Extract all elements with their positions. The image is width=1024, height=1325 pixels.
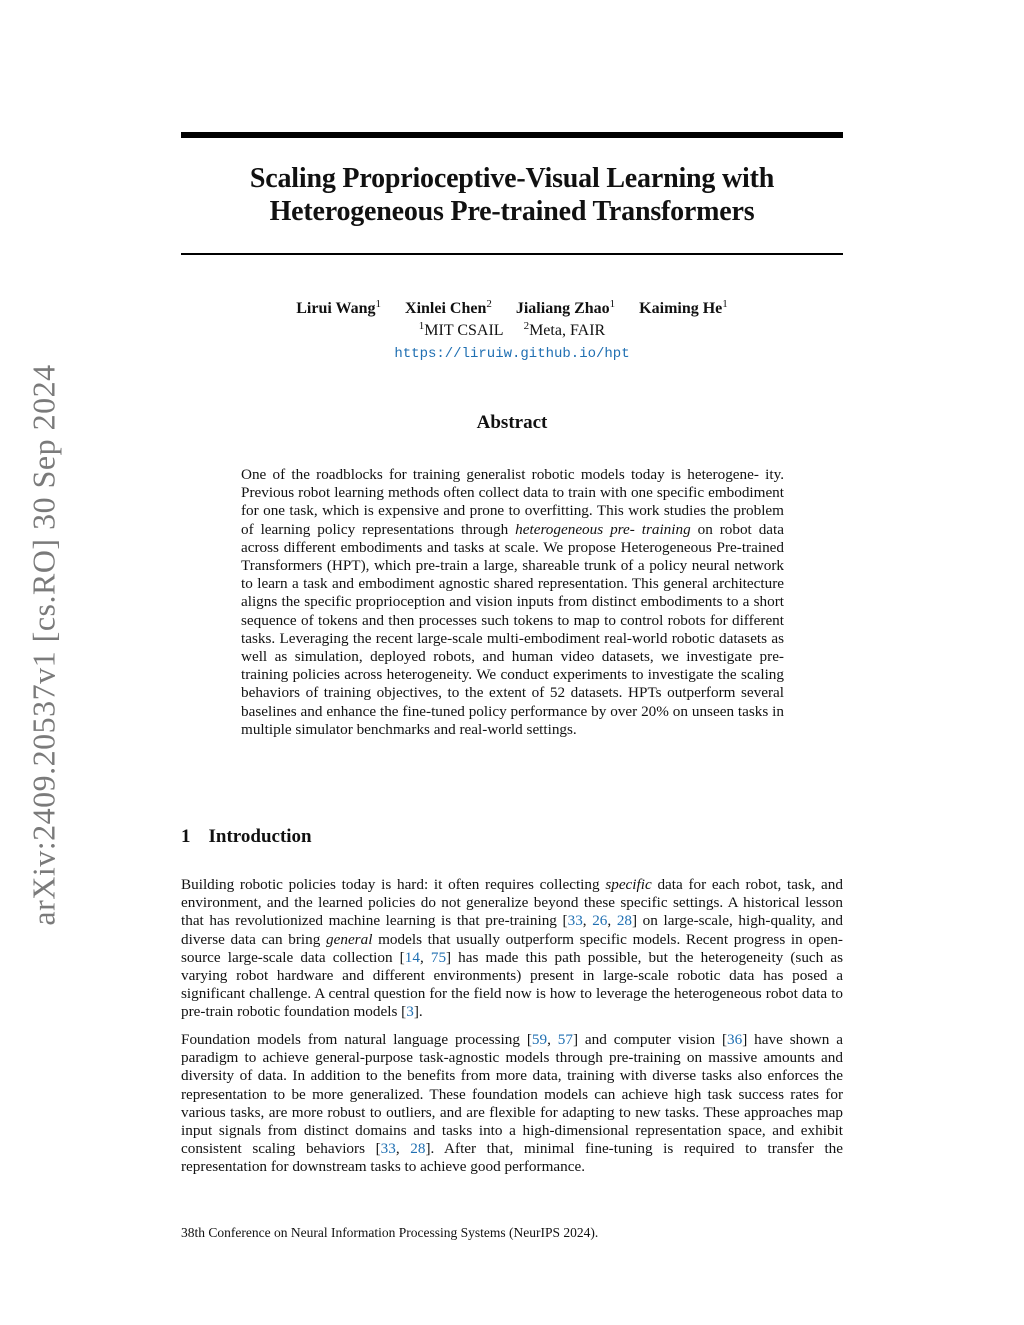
author-zhao: Jialiang Zhao$^1$: [515, 298, 616, 317]
introduction-paragraph-1: Building robotic policies today is hard: it often requires collecting specific data for each robot, task, and environment, and the learned policies do not generalize beyond these specific settings. A historical lesson that has revolutionized machine learning is that pre-training [33, 26, 28] on large-scale, high-quality, and diverse data can bring general models that usually outperform specific models. Recent progress in open-source large-scale data collection [14, 75] has made this path possible, but the heterogeneity (such as varying robot hardware and different environments) present in large-scale robotic data has posed a significant challenge. A central question for the field now is how to leverage the heterogeneous robot data to pre-train robotic foundation models [3].: [181, 876, 844, 1021]
citation-link[interactable]: 75: [430, 948, 447, 966]
author-he: Kaiming He$^1$: [639, 298, 728, 317]
title-bottom-rule: [181, 253, 843, 255]
citation-link[interactable]: 28: [616, 912, 632, 930]
conference-footnote: 38th Conference on Neural Information Processing Systems (NeurIPS 2024).: [181, 1225, 599, 1240]
citation-link[interactable]: 28: [410, 1140, 426, 1158]
affiliation-meta: $^2$Meta, FAIR: [523, 320, 606, 339]
abstract-text: One of the roadblocks for training generalist robotic models today is heterogene- ity. Previous robot learning methods often collect data to train with one specific embodiment for one task, which is expensive and prone to overfitting. This work studies the problem of learning policy representations through heterogeneous pre- training on robot data across different embodiments and tasks at scale. We propose Heterogeneous Pre-trained Transformers (HPT), which pre-train a large, shareable trunk of a policy neural network to learn a task and embodiment agnostic shared representation. This general architecture aligns the specific proprioception and vision inputs from distinct embodiments to a short sequence of tokens and then processes such tokens to map to control robots for different tasks. Leveraging the recent large-scale multi-embodiment real-world robotic datasets as well as simulation, deployed robots, and human video datasets, we investigate pre-training policies across heterogeneity. We conduct experiments to investigate the scaling behaviors of training objectives, to the extent of 52 datasets. HPTs outperform several baselines and enhance the fine-tuned policy performance by over 20% on unseen tasks in multiple simulator benchmarks and real-world settings.: [241, 466, 784, 738]
author-chen: Xinlei Chen$^2$: [405, 298, 492, 317]
citation-link[interactable]: 33: [567, 912, 583, 930]
section-heading-introduction: [181, 826, 312, 848]
title-top-rule: [181, 132, 843, 138]
citation-link[interactable]: 3: [406, 1003, 414, 1021]
affiliation-list: [181, 320, 843, 342]
paper-title: [181, 162, 843, 228]
title-line-1: Scaling Proprioceptive-Visual Learning with: [249, 163, 775, 194]
author-list: [181, 298, 843, 320]
project-url-link[interactable]: https://liruiw.github.io/hpt: [394, 346, 630, 362]
title-line-2: Heterogeneous Pre-trained Transformers: [269, 196, 755, 227]
arxiv-identifier-watermark: arXiv:2409.20537v1 [cs.RO] 30 Sep 2024: [25, 364, 62, 926]
section-title: Introduction: [208, 826, 312, 847]
abstract-heading: Abstract: [476, 412, 548, 433]
citation-link[interactable]: 33: [380, 1140, 396, 1158]
citation-link[interactable]: 36: [727, 1031, 743, 1048]
citation-link[interactable]: 14: [404, 948, 420, 966]
citation-link[interactable]: 59: [531, 1031, 548, 1048]
citation-link[interactable]: 26: [592, 912, 608, 930]
section-number: 1: [181, 826, 191, 847]
author-block: [181, 298, 843, 342]
author-wang: Lirui Wang$^1$: [296, 298, 382, 317]
citation-link[interactable]: 57: [557, 1031, 573, 1048]
introduction-paragraph-2: Foundation models from natural language processing [59, 57] and computer vision [36] have shown a paradigm to achieve general-purpose task-agnostic models through pre-training on massive amounts and diversity of data. In addition to the benefits from more data, training with diverse tasks also enforces the representation to be more generalized. These foundation models can achieve high task success rates for various tasks, are more robust to outliers, and are flexible for adapting to new tasks. These approaches map input signals from distinct domains and tasks into a high-dimensional representation space, and exhibit consistent scaling behaviors [33, 28]. After that, minimal fine-tuning is required to transfer the representation for downstream tasks to achieve good performance.: [181, 1031, 843, 1176]
affiliation-mit: $^1$MIT CSAIL: [418, 320, 504, 339]
